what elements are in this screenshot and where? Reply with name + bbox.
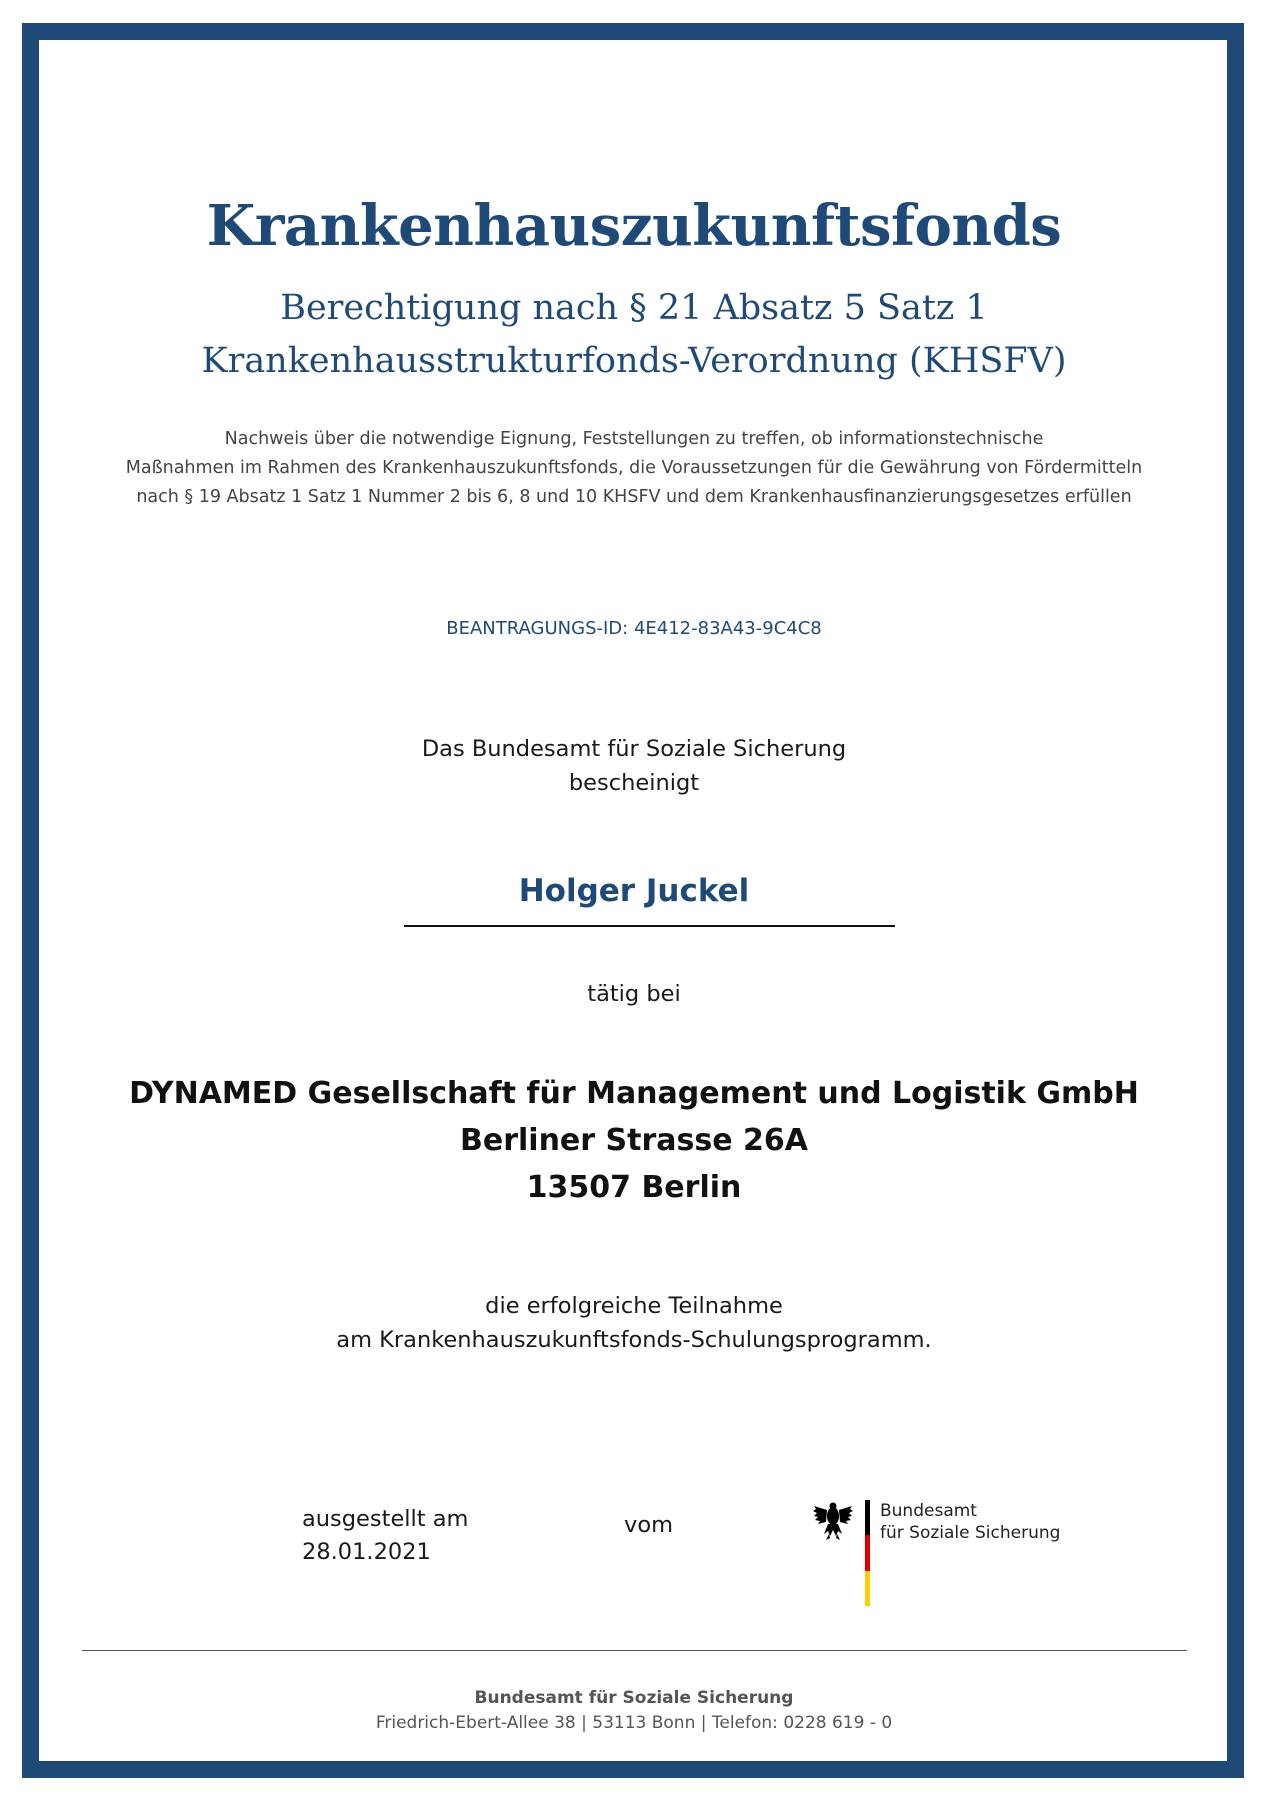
- certifier-statement: [0, 732, 1268, 800]
- subtitle-line-2: Krankenhausstrukturfonds-Verordnung (KHSFV): [201, 341, 1067, 381]
- recipient-name: Holger Juckel: [518, 873, 750, 909]
- certifier-verb: bescheinigt: [568, 770, 700, 796]
- organization-street: Berliner Strasse 26A: [460, 1123, 808, 1158]
- issued-date: 28.01.2021: [302, 1539, 431, 1565]
- participation-line: die erfolgreiche Teilnahme: [485, 1293, 783, 1319]
- flag-bar-red: [865, 1535, 870, 1570]
- application-id: BEANTRAGUNGS-ID: 4E412-83A43-9C4C8: [446, 618, 822, 639]
- flag-bars: [865, 1500, 870, 1606]
- intro-line: Maßnahmen im Rahmen des Krankenhauszukunftsfonds, die Voraussetzungen für die Gewährung von Fördermitteln: [125, 458, 1143, 478]
- footer-address: Friedrich-Ebert-Allee 38 | 53113 Bonn | Telefon: 0228 619 - 0: [375, 1713, 893, 1733]
- footer-divider: [82, 1650, 1187, 1651]
- footer-title: Bundesamt für Soziale Sicherung: [474, 1688, 794, 1708]
- participation-statement: [0, 1289, 1268, 1357]
- federal-eagle-icon: [812, 1500, 854, 1542]
- name-underline: [404, 925, 895, 927]
- intro-paragraph: [0, 425, 1268, 512]
- organization-name: DYNAMED Gesellschaft für Management und Logistik GmbH: [129, 1076, 1139, 1111]
- issued-block: [302, 1503, 468, 1569]
- intro-line: Nachweis über die notwendige Eignung, Feststellungen zu treffen, ob informationstechnische: [224, 429, 1044, 449]
- certifier-line: Das Bundesamt für Soziale Sicherung: [421, 736, 847, 762]
- employed-at-label: tätig bei: [587, 981, 681, 1007]
- intro-line: nach § 19 Absatz 1 Satz 1 Nummer 2 bis 6, 8 und 10 KHSFV und dem Krankenhausfinanzierungsgesetzes erfüllen: [136, 487, 1132, 507]
- organization-city: 13507 Berlin: [526, 1170, 742, 1205]
- logo-line-2: für Soziale Sicherung: [880, 1523, 1061, 1543]
- from-label: vom: [624, 1512, 673, 1538]
- flag-bar-black: [865, 1500, 870, 1535]
- participation-line: am Krankenhauszukunftsfonds-Schulungsprogramm.: [336, 1327, 932, 1353]
- flag-bar-gold: [865, 1571, 870, 1606]
- logo-text: [880, 1500, 1060, 1544]
- document-title: Krankenhauszukunftsfonds: [206, 193, 1062, 259]
- subtitle-line-1: Berechtigung nach § 21 Absatz 5 Satz 1: [280, 288, 988, 328]
- logo-line-1: Bundesamt: [880, 1501, 977, 1521]
- issued-label: ausgestellt am: [302, 1506, 469, 1532]
- bas-logo: [812, 1500, 1061, 1608]
- organization-block: [0, 1070, 1268, 1211]
